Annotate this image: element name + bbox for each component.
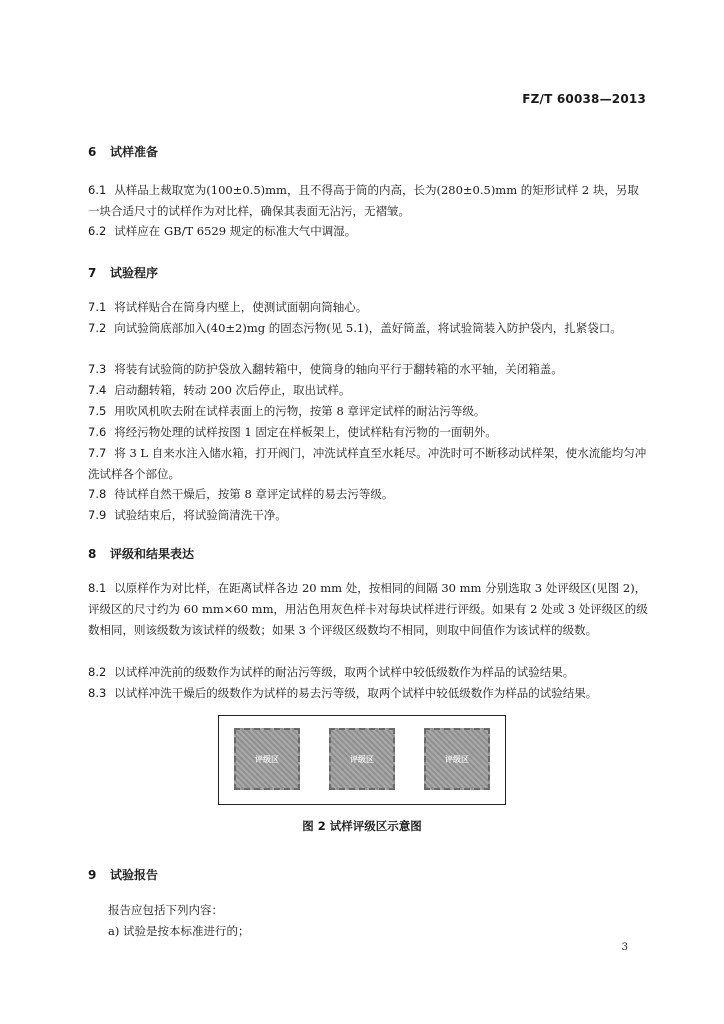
- clause-text: 以原样作为对比样，在距离试样各边 20 mm 处，按相同的间隔 30 mm 分别选取 3 处评级区(见图 2)，评级区的尺寸约为 60 mm×60 mm，用沾色用灰色样卡对每块试样进行评级。如果有 2 处或 3 处评级区的级数相同，则该级数为该试样的级数；如果 3 个评级区级数均不相同，则取中间值作为该试样的级数。: [88, 581, 648, 637]
- clause-6-1: [88, 180, 648, 222]
- clause-text: 待试样自然干燥后，按第 8 章评定试样的易去污等级。: [114, 487, 394, 501]
- clause-text: 试样应在 GB/T 6529 规定的标准大气中调湿。: [114, 224, 357, 238]
- clause-number: 8.2: [88, 665, 107, 679]
- rating-zone-2: [329, 728, 395, 790]
- clause-7-2: [88, 318, 648, 339]
- section-title: 试样准备: [110, 145, 159, 159]
- clause-number: 7.6: [88, 425, 107, 439]
- section-number: 8: [88, 547, 97, 561]
- figure-2-specimen: [218, 715, 506, 805]
- clause-number: 7.3: [88, 362, 107, 376]
- clause-text: 将试样贴合在筒身内壁上，使测试面朝向筒轴心。: [114, 300, 368, 314]
- rating-zone-3: [424, 728, 490, 790]
- rating-zone-label: 评级区: [445, 754, 469, 764]
- standard-code: FZ/T 60038—2013: [522, 92, 646, 106]
- page-number: 3: [621, 942, 628, 953]
- section-number: 7: [88, 266, 97, 280]
- clause-number: 8.1: [88, 581, 107, 595]
- clause-number: 8.3: [88, 686, 107, 700]
- clause-7-3: [88, 359, 648, 380]
- clause-number: 7.4: [88, 383, 107, 397]
- clause-7-6: [88, 422, 648, 443]
- clause-7-8: [88, 484, 648, 505]
- section-7-heading: [88, 264, 158, 281]
- section-title: 试验程序: [110, 266, 159, 280]
- clause-6-2: [88, 221, 648, 242]
- figure-caption: 图 2 试样评级区示意图: [302, 819, 422, 833]
- clause-text: 将装有试验筒的防护袋放入翻转箱中，使筒身的轴向平行于翻转箱的水平轴，关闭箱盖。: [114, 362, 563, 376]
- clause-text: 用吹风机吹去附在试样表面上的污物，按第 8 章评定试样的耐沾污等级。: [114, 404, 486, 418]
- clause-text: 以试样冲洗前的级数作为试样的耐沾污等级，取两个试样中较低级数作为样品的试验结果。: [114, 665, 575, 679]
- section-number: 6: [88, 145, 97, 159]
- section-number: 9: [88, 868, 97, 882]
- clause-number: 6.2: [88, 224, 107, 238]
- clause-text: 向试验筒底部加入(40±2)mg 的固态污物(见 5.1)，盖好筒盖，将试验筒装入防护袋内，扎紧袋口。: [114, 321, 622, 335]
- clause-7-4: [88, 380, 648, 401]
- clause-number: 7.1: [88, 300, 107, 314]
- report-intro: 报告应包括下列内容：: [108, 903, 223, 917]
- clause-number: 7.9: [88, 508, 107, 522]
- report-item-a: a) 试验是按本标准进行的；: [108, 924, 250, 938]
- clause-text: 从样品上裁取宽为(100±0.5)mm，且不得高于筒的内高，长为(280±0.5)mm 的矩形试样 2 块，另取一块合适尺寸的试样作为对比样，确保其表面无沾污，无褶皱。: [88, 183, 639, 218]
- clause-text: 将 3 L 自来水注入储水箱，打开阀门，冲洗试样直至水耗尽。冲洗时可不断移动试样架，使水流能均匀冲洗试样各个部位。: [88, 446, 647, 481]
- clause-8-1: [88, 578, 648, 641]
- clause-number: 7.8: [88, 487, 107, 501]
- clause-7-5: [88, 401, 648, 422]
- rating-zone-label: 评级区: [255, 754, 279, 764]
- section-8-heading: [88, 545, 194, 562]
- section-9-heading: [88, 866, 158, 883]
- clause-text: 以试样冲洗干燥后的级数作为试样的易去污等级，取两个试样中较低级数作为样品的试验结果。: [114, 686, 598, 700]
- clause-8-3: [88, 683, 648, 704]
- clause-number: 7.2: [88, 321, 107, 335]
- section-title: 评级和结果表达: [110, 547, 195, 561]
- section-title: 试验报告: [110, 868, 159, 882]
- clause-text: 启动翻转箱，转动 200 次后停止，取出试样。: [114, 383, 351, 397]
- clause-8-2: [88, 662, 648, 683]
- clause-number: 7.5: [88, 404, 107, 418]
- clause-text: 试验结束后，将试验筒清洗干净。: [114, 508, 287, 522]
- clause-number: 6.1: [88, 183, 107, 197]
- clause-7-7: [88, 443, 648, 485]
- clause-7-1: [88, 297, 648, 318]
- clause-7-9: [88, 505, 648, 526]
- clause-number: 7.7: [88, 446, 107, 460]
- rating-zone-label: 评级区: [350, 754, 374, 764]
- rating-zone-1: [234, 728, 300, 790]
- section-6-heading: [88, 143, 158, 160]
- clause-text: 将经污物处理的试样按图 1 固定在样板架上，使试样粘有污物的一面朝外。: [114, 425, 497, 439]
